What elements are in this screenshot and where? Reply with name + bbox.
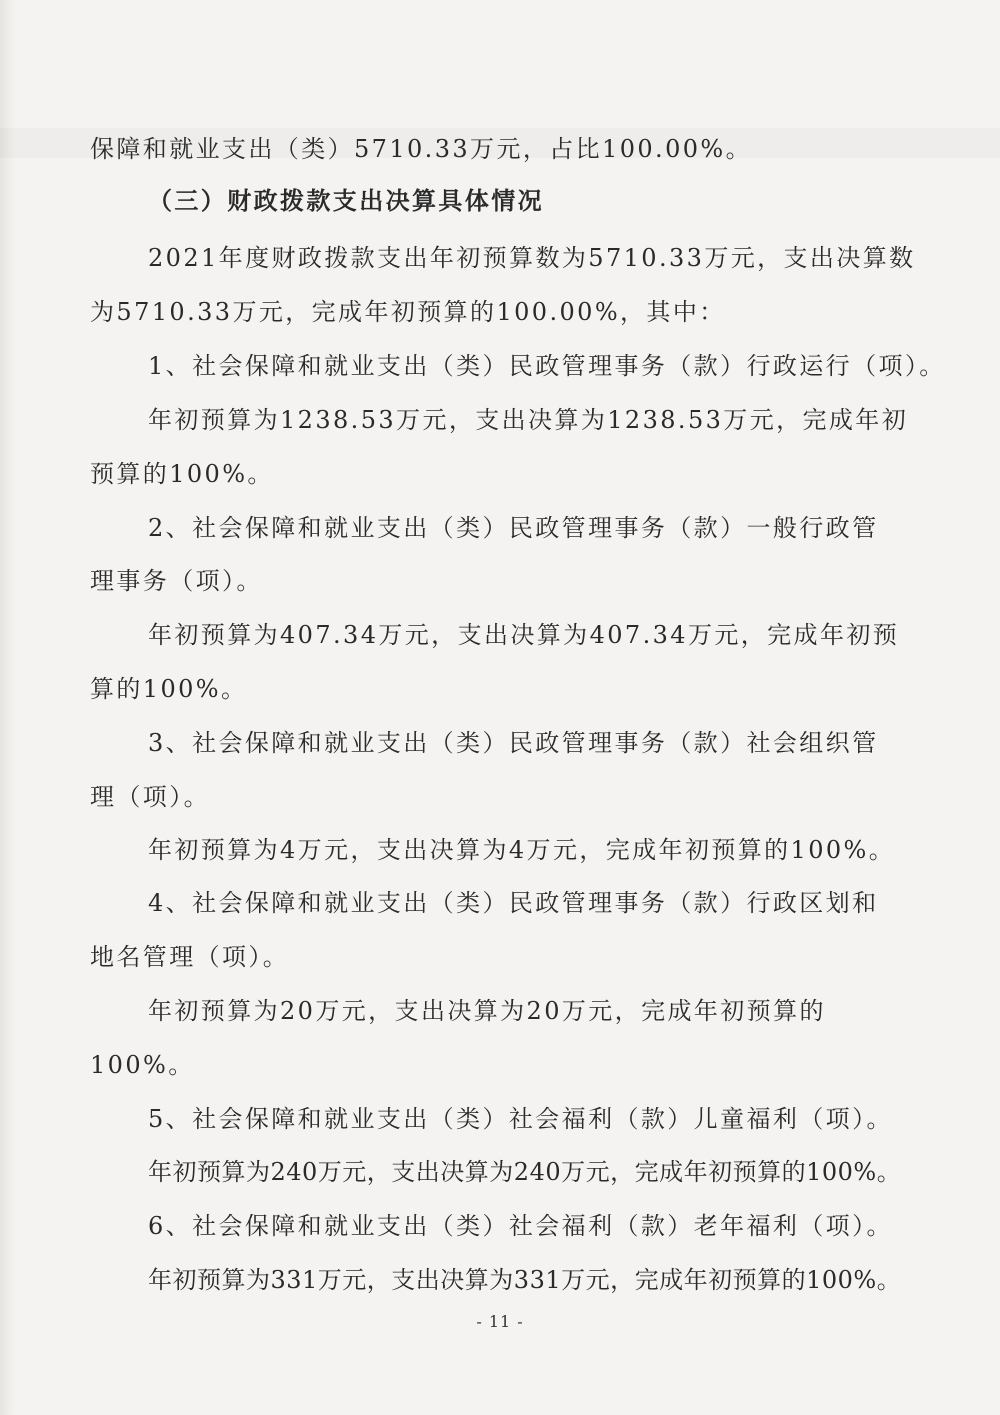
list-item-1-title: 1、社会保障和就业支出（类）民政管理事务（款）行政运行（项）。 — [148, 352, 946, 380]
list-item-4-detail: 年初预算为20万元，支出决算为20万元，完成年初预算的 — [148, 997, 826, 1025]
list-item-4-title-cont: 地名管理（项）。 — [90, 943, 290, 971]
list-item-5-title: 5、社会保障和就业支出（类）社会福利（款）儿童福利（项）。 — [148, 1105, 893, 1133]
list-item-4-detail-cont: 100%。 — [90, 1051, 195, 1079]
list-item-2-title: 2、社会保障和就业支出（类）民政管理事务（款）一般行政管 — [148, 514, 879, 542]
list-item-4-title: 4、社会保障和就业支出（类）民政管理事务（款）行政区划和 — [148, 889, 879, 917]
body-line-continuation: 保障和就业支出（类）5710.33万元，占比100.00%。 — [90, 135, 753, 163]
list-item-2-detail: 年初预算为407.34万元，支出决算为407.34万元，完成年初预 — [148, 621, 900, 649]
list-item-5-detail: 年初预算为240万元，支出决算为240万元，完成年初预算的100%。 — [148, 1158, 902, 1186]
section-heading: （三）财政拨款支出决算具体情况 — [148, 186, 544, 215]
list-item-3-title: 3、社会保障和就业支出（类）民政管理事务（款）社会组织管 — [148, 729, 879, 757]
list-item-3-title-cont: 理（项）。 — [90, 783, 210, 811]
body-line: 2021年度财政拨款支出年初预算数为5710.33万元，支出决算数 — [148, 244, 916, 272]
body-line: 为5710.33万元，完成年初预算的100.00%，其中： — [90, 298, 726, 326]
scan-edge-shadow — [0, 0, 14, 1415]
list-item-1-detail-cont: 预算的100%。 — [90, 460, 274, 488]
list-item-6-title: 6、社会保障和就业支出（类）社会福利（款）老年福利（项）。 — [148, 1212, 893, 1240]
page-number: - 11 - — [476, 1312, 524, 1331]
list-item-2-title-cont: 理事务（项）。 — [90, 567, 263, 595]
list-item-3-detail: 年初预算为4万元，支出决算为4万元，完成年初预算的100%。 — [148, 836, 896, 864]
list-item-6-detail: 年初预算为331万元，支出决算为331万元，完成年初预算的100%。 — [148, 1266, 902, 1294]
list-item-1-detail: 年初预算为1238.53万元，支出决算为1238.53万元，完成年初 — [148, 406, 909, 434]
list-item-2-detail-cont: 算的100%。 — [90, 675, 248, 703]
